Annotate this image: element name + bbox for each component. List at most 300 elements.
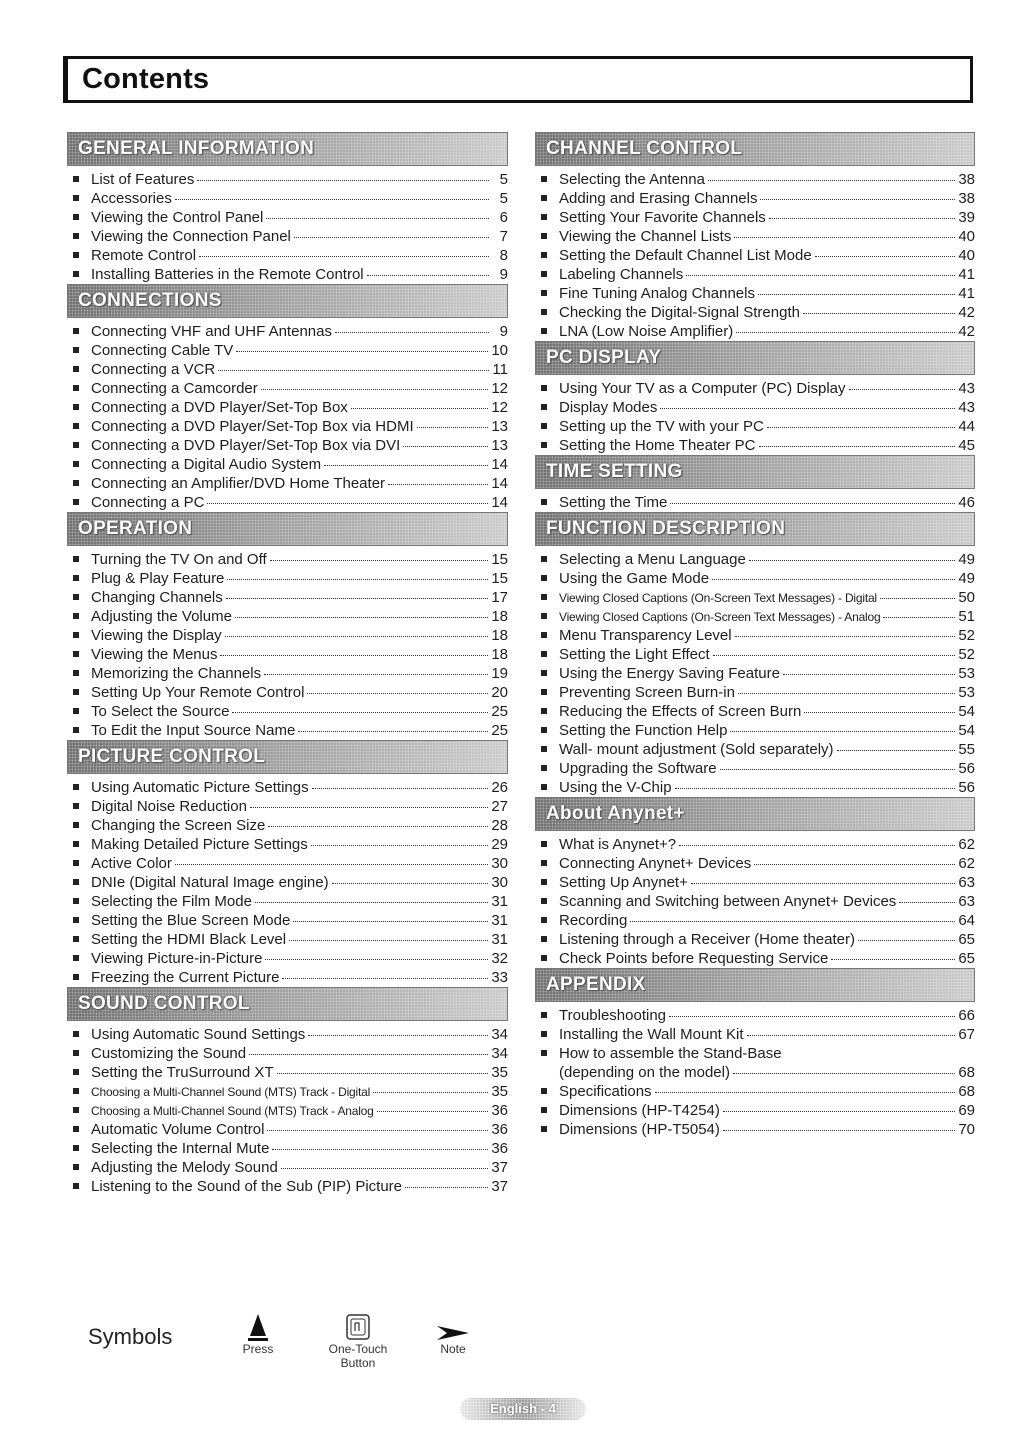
toc-entry[interactable] [67,588,508,607]
toc-entry[interactable] [535,721,975,740]
toc-section [67,740,508,987]
dot-leader [738,693,955,694]
toc-entry-label: To Select the Source [91,703,230,720]
toc-entry-page: 40 [958,247,975,264]
toc-entry-label: Connecting a Digital Audio System [91,456,322,473]
dot-leader [749,560,956,561]
dot-leader [708,180,955,181]
dot-leader [249,1054,488,1055]
one-touch-label: One-Touch [328,1342,388,1356]
dot-leader [298,731,488,732]
section-title: SOUND CONTROL [78,993,250,1014]
dot-leader [691,883,955,884]
toc-entry-page: 25 [491,703,508,720]
toc-entry-page: 49 [958,570,975,587]
one-touch-symbol [318,1300,398,1370]
bullet-icon [73,556,79,562]
bullet-icon [541,499,547,505]
section-title: About Anynet+ [546,803,685,824]
toc-entry-page: 38 [958,171,975,188]
bullet-icon [73,1050,79,1056]
bullet-icon [541,328,547,334]
toc-entry-label: Connecting a DVD Player/Set-Top Box via DVI [91,437,401,454]
bullet-icon [73,385,79,391]
toc-entry-label: Connecting a DVD Player/Set-Top Box [91,399,348,416]
toc-entry-label: Connecting a DVD Player/Set-Top Box via HDMI [91,418,414,435]
toc-entry[interactable] [535,1025,975,1044]
toc-entry-label: Specifications [559,1083,652,1100]
toc-entry[interactable] [67,569,508,588]
toc-section [535,341,975,455]
bullet-icon [73,461,79,467]
toc-entry[interactable] [535,911,975,930]
bullet-icon [541,309,547,315]
bullet-icon [73,347,79,353]
toc-entry-page: 65 [958,931,975,948]
toc-entry[interactable] [67,1082,508,1101]
dot-leader [883,617,955,618]
toc-entry-label: Turning the TV On and Off [91,551,267,568]
toc-entry-label: Connecting an Amplifier/DVD Home Theater [91,475,386,492]
toc-entry[interactable] [67,1063,508,1082]
dot-leader [311,845,489,846]
section-header [535,797,975,831]
toc-entry-page: 33 [491,969,508,986]
toc-entry-label: LNA (Low Noise Amplifier) [559,323,734,340]
dot-leader [197,180,489,181]
toc-entry[interactable] [67,797,508,816]
toc-entry-page: 43 [958,399,975,416]
dot-leader [277,1073,489,1074]
toc-entry-label: Customizing the Sound [91,1045,247,1062]
toc-entry[interactable] [67,721,508,740]
dot-leader [815,256,956,257]
toc-entry[interactable] [535,246,975,265]
toc-entry[interactable] [67,873,508,892]
section-title: PICTURE CONTROL [78,746,266,767]
toc-entry-page: 18 [491,627,508,644]
dot-leader [236,351,488,352]
toc-entry[interactable] [67,208,508,227]
toc-entry[interactable] [67,683,508,702]
toc-entry[interactable] [67,835,508,854]
toc-entry[interactable] [535,436,975,455]
toc-entry[interactable] [67,854,508,873]
dot-leader [227,579,488,580]
toc-entry[interactable] [535,284,975,303]
section-header [67,987,508,1021]
dot-leader [736,332,955,333]
toc-entry-page: 37 [491,1178,508,1195]
dot-leader [388,484,488,485]
toc-entry-page: 29 [491,836,508,853]
toc-entry[interactable] [67,607,508,626]
toc-entry-page: 65 [958,950,975,967]
one-touch-label-2: Button [340,1356,376,1370]
symbols-title: Symbols [88,1324,173,1349]
toc-entry[interactable] [67,664,508,683]
toc-entry[interactable] [535,626,975,645]
toc-entry[interactable] [67,778,508,797]
bullet-icon [73,860,79,866]
toc-entry-label: Installing Batteries in the Remote Control [91,266,364,283]
toc-entry[interactable] [67,417,508,436]
toc-entry-label: Plug & Play Feature [91,570,225,587]
bullet-icon [73,936,79,942]
dot-leader [294,237,489,238]
section-header [535,341,975,375]
bullet-icon [541,442,547,448]
toc-section [535,132,975,341]
toc-entry[interactable] [535,740,975,759]
bullet-icon [73,271,79,277]
toc-entry[interactable] [535,1120,975,1139]
toc-entry[interactable] [67,911,508,930]
toc-entry[interactable] [67,455,508,474]
dot-leader [769,218,956,219]
bullet-icon [73,727,79,733]
toc-entry[interactable] [67,379,508,398]
toc-entry-label: Making Detailed Picture Settings [91,836,308,853]
dot-leader [207,503,488,504]
toc-entry[interactable] [535,778,975,797]
toc-entry[interactable] [535,170,975,189]
bullet-icon [541,917,547,923]
toc-entry-label: Adding and Erasing Channels [559,190,758,207]
page-number-badge: English - 4 [460,1398,586,1420]
toc-entry[interactable] [67,1139,508,1158]
dot-leader [293,921,488,922]
bullet-icon [73,328,79,334]
toc-entry[interactable] [535,189,975,208]
toc-entry[interactable] [535,322,975,341]
toc-entry-label: Dimensions (HP-T4254) [559,1102,720,1119]
dot-leader [734,237,955,238]
dot-leader [324,465,488,466]
toc-entry[interactable] [67,1120,508,1139]
toc-entry-label: Connecting Cable TV [91,342,234,359]
toc-entry-label: Setting up the TV with your PC [559,418,764,435]
toc-entry-page: 36 [491,1121,508,1138]
toc-entry-page: 62 [958,855,975,872]
dot-leader [723,1111,955,1112]
dot-leader [367,275,489,276]
toc-entry[interactable] [67,645,508,664]
bullet-icon [73,214,79,220]
section-title: FUNCTION DESCRIPTION [546,518,786,539]
toc-entry[interactable] [535,1063,975,1082]
bullet-icon [541,860,547,866]
toc-entry-page: 26 [491,779,508,796]
dot-leader [880,598,955,599]
toc-entry-page: 19 [491,665,508,682]
toc-entry[interactable] [67,474,508,493]
toc-entry[interactable] [535,303,975,322]
toc-entry-label: Setting the Function Help [559,722,728,739]
toc-entry-label: Adjusting the Melody Sound [91,1159,278,1176]
toc-entry-label: Display Modes [559,399,658,416]
bullet-icon [541,746,547,752]
toc-entry-label: Viewing the Connection Panel [91,228,291,245]
dot-leader [250,807,488,808]
toc-entry-label: Recording [559,912,628,929]
toc-entry-label: What is Anynet+? [559,836,677,853]
dot-leader [264,674,488,675]
dot-leader [281,1168,489,1169]
toc-entry[interactable] [535,835,975,854]
toc-entry-label: Preventing Screen Burn-in [559,684,735,701]
note-arrow-icon [423,1300,483,1342]
toc-entry[interactable] [535,208,975,227]
toc-entry[interactable] [67,189,508,208]
toc-entry-page: 36 [491,1140,508,1157]
bullet-icon [541,1031,547,1037]
toc-entry[interactable] [535,683,975,702]
bullet-icon [541,1050,547,1056]
toc-entry-page: 35 [491,1083,508,1100]
toc-entry-page: 10 [491,342,508,359]
dot-leader [712,579,955,580]
press-label: Press [242,1342,274,1356]
bullet-icon [73,632,79,638]
toc-entry-label: Setting Up Your Remote Control [91,684,305,701]
bullet-icon [73,784,79,790]
dot-leader [849,389,956,390]
toc-entry-page: 62 [958,836,975,853]
dot-leader [858,940,955,941]
bullet-icon [541,1088,547,1094]
toc-entry[interactable] [535,930,975,949]
dot-leader [267,1130,488,1131]
toc-entry[interactable] [535,873,975,892]
toc-entry-page: 43 [958,380,975,397]
toc-entry-label: Using Your TV as a Computer (PC) Display [559,380,846,397]
toc-entry[interactable] [67,702,508,721]
bullet-icon [73,442,79,448]
toc-entry[interactable] [535,227,975,246]
toc-entry-page: 17 [491,589,508,606]
toc-entry[interactable] [535,569,975,588]
toc-entry-page: 49 [958,551,975,568]
toc-entry[interactable] [67,246,508,265]
toc-entry[interactable] [535,550,975,569]
toc-entry[interactable] [67,550,508,569]
toc-entry[interactable] [535,759,975,778]
dot-leader [837,750,956,751]
toc-entry[interactable] [535,949,975,968]
toc-entry-label: Setting the Home Theater PC [559,437,756,454]
toc-entry-label: Memorizing the Channels [91,665,262,682]
bullet-icon [541,556,547,562]
toc-entry-label: Listening to the Sound of the Sub (PIP) Picture [91,1178,403,1195]
toc-entry-page: 34 [491,1026,508,1043]
bullet-icon [73,1031,79,1037]
bullet-icon [73,1069,79,1075]
toc-entry[interactable] [535,607,975,626]
dot-leader [265,959,488,960]
toc-entry[interactable] [67,892,508,911]
bullet-icon [73,575,79,581]
bullet-icon [541,613,547,619]
toc-entry-label: Setting Your Favorite Channels [559,209,766,226]
toc-entry-page: 69 [958,1102,975,1119]
toc-entry-label: Active Color [91,855,172,872]
toc-entry[interactable] [535,702,975,721]
toc-entry[interactable] [67,816,508,835]
toc-entry-label: Installing the Wall Mount Kit [559,1026,744,1043]
toc-entry[interactable] [535,645,975,664]
section-header [67,132,508,166]
bullet-icon [73,423,79,429]
dot-leader [335,332,489,333]
toc-entry[interactable] [535,1082,975,1101]
toc-entry[interactable] [67,949,508,968]
toc-entry[interactable] [535,379,975,398]
bullet-icon [541,385,547,391]
bullet-icon [73,689,79,695]
toc-entry[interactable] [67,322,508,341]
toc-entry-label: Using Automatic Picture Settings [91,779,309,796]
toc-entry[interactable] [67,968,508,987]
dot-leader [235,617,488,618]
dot-leader [255,902,488,903]
toc-entry-label: Connecting a PC [91,494,205,511]
toc-entry-page: 56 [958,779,975,796]
toc-entry[interactable] [67,341,508,360]
bullet-icon [73,233,79,239]
toc-entry[interactable] [535,588,975,607]
bullet-icon [73,613,79,619]
dot-leader [747,1035,956,1036]
toc-entry[interactable] [535,493,975,512]
toc-entry-page: 42 [958,304,975,321]
toc-entry-page: 40 [958,228,975,245]
bullet-icon [541,708,547,714]
toc-entry[interactable] [67,227,508,246]
toc-entry-label: DNIe (Digital Natural Image engine) [91,874,329,891]
press-symbol [228,1300,288,1356]
toc-entry-page: 5 [499,190,508,207]
dot-leader [679,845,955,846]
toc-entry[interactable] [67,1044,508,1063]
toc-entry[interactable] [67,170,508,189]
toc-entry-page: 45 [958,437,975,454]
bullet-icon [541,404,547,410]
toc-entry-page: 12 [491,380,508,397]
dot-leader [289,940,488,941]
toc-entry-page: 9 [499,323,508,340]
section-title: CONNECTIONS [78,290,222,311]
toc-entry[interactable] [535,1006,975,1025]
bullet-icon [73,1183,79,1189]
section-header [67,512,508,546]
bullet-icon [73,708,79,714]
dot-leader [270,560,489,561]
dot-leader [226,598,489,599]
toc-entry[interactable] [67,1025,508,1044]
toc-entry[interactable] [535,1044,975,1063]
dot-leader [759,446,956,447]
toc-entry-page: 68 [958,1064,975,1081]
toc-entry-label: Selecting the Film Mode [91,893,252,910]
toc-entry-page: 31 [491,912,508,929]
bullet-icon [73,499,79,505]
toc-entry-label: Changing Channels [91,589,223,606]
dot-leader [754,864,955,865]
section-header [67,740,508,774]
dot-leader [669,1016,955,1017]
bullet-icon [541,879,547,885]
bullet-icon [73,252,79,258]
section-title: APPENDIX [546,974,646,995]
toc-entry-label: Setting the HDMI Black Level [91,931,287,948]
bullet-icon [73,670,79,676]
dot-leader [266,218,489,219]
section-title: TIME SETTING [546,461,683,482]
toc-entry[interactable] [67,436,508,455]
toc-entry-label: Fine Tuning Analog Channels [559,285,755,302]
toc-section [67,987,508,1196]
dot-leader [723,1130,955,1131]
toc-entry-label: Viewing Picture-in-Picture [91,950,263,967]
toc-entry[interactable] [67,360,508,379]
toc-entry[interactable] [67,493,508,512]
note-symbol [423,1300,483,1356]
toc-entry[interactable] [535,398,975,417]
toc-entry-page: 8 [499,247,508,264]
toc-entry-label: Selecting the Internal Mute [91,1140,270,1157]
bullet-icon [73,803,79,809]
toc-entry-page: 67 [958,1026,975,1043]
toc-entry[interactable] [535,417,975,436]
toc-entry[interactable] [535,854,975,873]
dot-leader [272,1149,488,1150]
left-column [67,132,508,1196]
toc-entry-page: 68 [958,1083,975,1100]
toc-entry-label: Setting the TruSurround XT [91,1064,274,1081]
toc-entry-page: 52 [958,646,975,663]
toc-section [67,284,508,512]
toc-entry-label: Setting the Light Effect [559,646,710,663]
toc-entry[interactable] [535,265,975,284]
dot-leader [225,636,489,637]
bullet-icon [73,1107,79,1113]
toc-entry-label: Wall- mount adjustment (Sold separately) [559,741,834,758]
toc-entry-label: List of Features [91,171,195,188]
toc-entry[interactable] [67,626,508,645]
toc-entry-page: 70 [958,1121,975,1138]
bullet-icon [73,898,79,904]
toc-entry[interactable] [67,398,508,417]
toc-entry[interactable] [67,1177,508,1196]
dot-leader [175,864,488,865]
toc-entry[interactable] [535,664,975,683]
toc-entry-page: 39 [958,209,975,226]
toc-entry-label: Using the V-Chip [559,779,672,796]
toc-entry[interactable] [535,1101,975,1120]
toc-entry[interactable] [67,930,508,949]
toc-entry[interactable] [67,265,508,284]
toc-entry-label: Troubleshooting [559,1007,667,1024]
toc-section [67,512,508,740]
toc-entry-label: Freezing the Current Picture [91,969,280,986]
dot-leader [899,902,955,903]
toc-entry-label: Choosing a Multi-Channel Sound (MTS) Track - Analog [91,1104,374,1118]
toc-entry[interactable] [535,892,975,911]
section-title: GENERAL INFORMATION [78,138,315,159]
toc-entry[interactable] [67,1158,508,1177]
toc-entry[interactable] [67,1101,508,1120]
